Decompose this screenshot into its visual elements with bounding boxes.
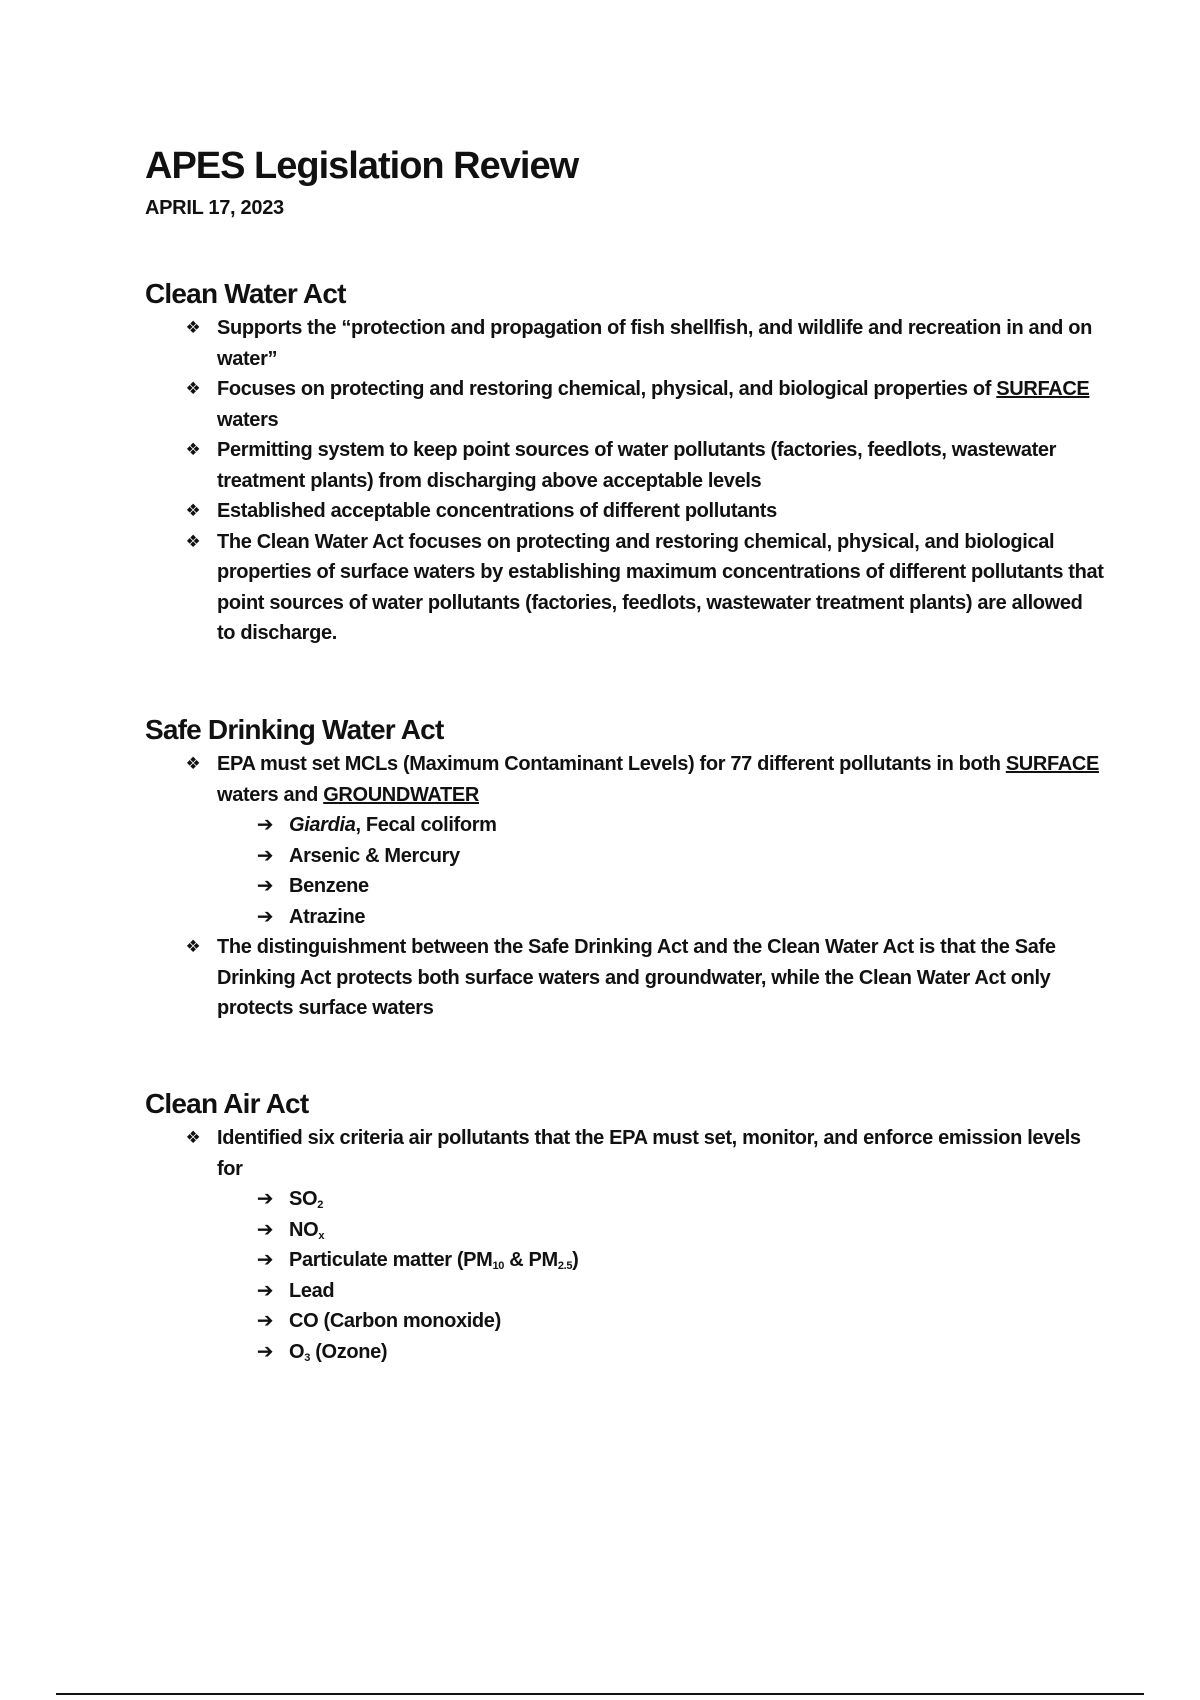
diamond-bullet-icon: ❖ — [185, 379, 201, 398]
list-item — [185, 1123, 1105, 1367]
sub-item-text: Arsenic & Mercury — [289, 844, 460, 867]
sub-item-text: Atrazine — [289, 905, 366, 928]
sub-list-item — [256, 1215, 1105, 1246]
section-clean-air-act — [145, 1085, 1105, 1367]
list-item — [185, 527, 1105, 649]
list-item — [185, 374, 1105, 435]
arrow-right-icon: ➔ — [256, 1340, 274, 1363]
list-item — [185, 435, 1105, 496]
italic-term: Giardia — [289, 814, 356, 836]
arrow-right-icon: ➔ — [256, 814, 274, 836]
sub-list-item — [256, 1245, 1105, 1276]
sub-list-item — [256, 1276, 1105, 1307]
arrow-right-icon: ➔ — [256, 1279, 274, 1302]
list-item — [185, 313, 1105, 374]
sub-item-text: Benzene — [289, 875, 369, 897]
pollutant-lead: Lead — [289, 1279, 335, 1302]
bullet-text: Permitting system to keep point sources of water pollutants (factories, feedlots, wastewater treatment plants) from discharging above acceptable levels — [217, 439, 1057, 492]
sub-list-item — [256, 810, 1105, 841]
bullet-text: EPA must set MCLs (Maximum Contaminant Levels) for 77 different pollutants in both — [217, 753, 1006, 775]
document-date: APRIL 17, 2023 — [145, 197, 284, 219]
diamond-bullet-icon: ❖ — [185, 937, 201, 956]
pollutant-pm: Particulate matter (PM — [289, 1249, 493, 1271]
safe-drinking-water-act-list — [145, 749, 1105, 1024]
subscript: 10 — [492, 1260, 505, 1272]
sub-item-text: , Fecal coliform — [355, 814, 497, 836]
list-item — [185, 932, 1105, 1024]
diamond-bullet-icon: ❖ — [185, 531, 201, 551]
arrow-right-icon: ➔ — [256, 875, 274, 897]
pollutant-o3: O — [289, 1340, 305, 1363]
pollutant-so2: SO — [289, 1188, 318, 1210]
clean-air-act-list — [145, 1123, 1105, 1367]
bullet-text: Established acceptable concentrations of different pollutants — [217, 500, 777, 522]
sub-list-item — [256, 1184, 1105, 1215]
bullet-text: Supports the “protection and propagation of fish shellfish, and wildlife and recreation in and on water” — [217, 317, 1092, 370]
arrow-right-icon: ➔ — [256, 844, 274, 867]
list-item — [185, 496, 1105, 527]
underlined-term: SURFACE — [1005, 753, 1099, 775]
pollutant-nox: NO — [289, 1218, 319, 1241]
clean-water-act-list — [145, 313, 1105, 649]
subscript: 3 — [304, 1351, 310, 1364]
bullet-text: waters — [217, 408, 279, 431]
bullet-text: Focuses on protecting and restoring chemical, physical, and biological properties of — [217, 378, 997, 400]
subscript: 2 — [317, 1199, 323, 1211]
arrow-right-icon: ➔ — [256, 1249, 274, 1271]
document-page — [145, 140, 1105, 1364]
bullet-text: The Clean Water Act focuses on protecting and restoring chemical, physical, and biological properties of surface waters by establishing maximum concentrations of different pollutants that point sources of water pollutants (factories, feedlots, wastewater treatment plants) are allowed to discharge. — [217, 530, 1104, 644]
diamond-bullet-icon: ❖ — [185, 754, 201, 773]
underlined-term: SURFACE — [996, 378, 1090, 400]
contaminant-sublist — [217, 810, 1105, 932]
pollutant-co: CO (Carbon monoxide) — [289, 1310, 501, 1332]
bullet-text: Identified six criteria air pollutants that the EPA must set, monitor, and enforce emission levels for — [217, 1127, 1081, 1180]
sub-list-item — [256, 1337, 1105, 1368]
sub-list-item — [256, 1306, 1105, 1337]
document-title: APES Legislation Review — [145, 145, 579, 187]
underlined-term: GROUNDWATER — [323, 783, 479, 806]
arrow-right-icon: ➔ — [256, 1310, 274, 1332]
diamond-bullet-icon: ❖ — [185, 501, 201, 520]
subscript: 2.5 — [557, 1260, 573, 1272]
section-clean-water-act — [145, 275, 1105, 649]
pollutant-o3-part: (Ozone) — [310, 1340, 388, 1363]
subscript: x — [318, 1229, 325, 1242]
section-heading-clean-air-act: Clean Air Act — [145, 1088, 309, 1119]
bullet-text: The distinguishment between the Safe Drinking Act and the Clean Water Act is that the Safe Drinking Act protects both surface waters and groundwater, while the Clean Water Act only protects surface waters — [217, 936, 1056, 1019]
diamond-bullet-icon: ❖ — [185, 440, 201, 459]
diamond-bullet-icon: ❖ — [185, 318, 201, 337]
pollutant-pm-part: ) — [572, 1249, 579, 1271]
sub-list-item — [256, 871, 1105, 902]
arrow-right-icon: ➔ — [256, 905, 274, 928]
list-item — [185, 749, 1105, 932]
section-heading-safe-drinking-water-act: Safe Drinking Water Act — [145, 714, 444, 745]
arrow-right-icon: ➔ — [256, 1188, 274, 1210]
bullet-text: waters and — [217, 783, 324, 806]
arrow-right-icon: ➔ — [256, 1218, 274, 1241]
diamond-bullet-icon: ❖ — [185, 1128, 201, 1147]
page-bottom-divider — [56, 1693, 1144, 1695]
pollutant-sublist — [217, 1184, 1105, 1367]
sub-list-item — [256, 841, 1105, 872]
section-heading-clean-water-act: Clean Water Act — [145, 278, 346, 309]
pollutant-pm-part: & PM — [504, 1249, 558, 1271]
sub-list-item — [256, 902, 1105, 933]
section-safe-drinking-water-act — [145, 711, 1105, 1024]
